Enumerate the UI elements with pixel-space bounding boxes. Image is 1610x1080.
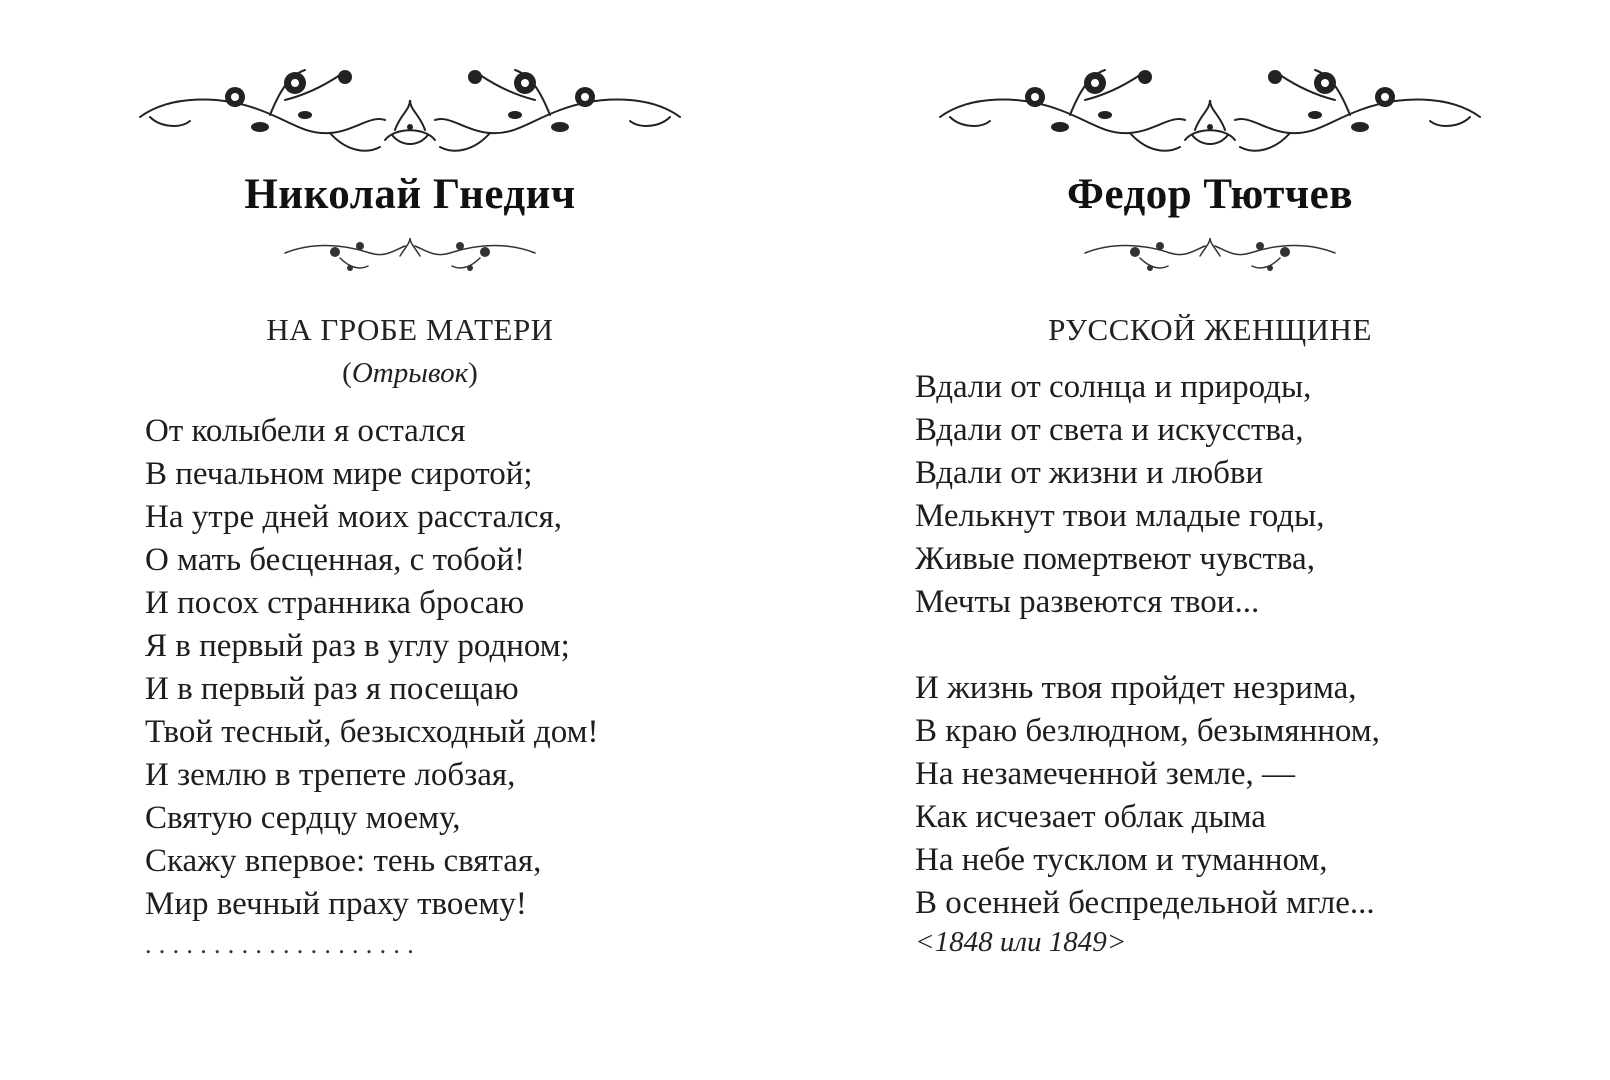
poem-line: Вдали от жизни и любви [915, 455, 1264, 491]
poem-line: На незамеченной земле, — [915, 756, 1295, 792]
poem-title: РУССКОЙ ЖЕНЩИНЕ [1048, 312, 1372, 347]
poem-subtitle-text: Отрывок [351, 357, 469, 389]
small-floral-divider-icon [1080, 228, 1340, 278]
poem-line: Мелькнут твои младые годы, [915, 498, 1325, 534]
poem-lines [915, 366, 1380, 925]
poem-line: На небе тусклом и туманном, [915, 842, 1328, 878]
poem-line: Скажу впервое: тень святая, [145, 843, 542, 879]
poem-lines [145, 410, 599, 926]
poem-subtitle: (Отрывок) [342, 357, 478, 389]
poem-line: И жизнь твоя пройдет незрима, [915, 670, 1357, 706]
poem-line: В краю безлюдном, безымянном, [915, 713, 1380, 749]
poem-line: Я в первый раз в углу родном; [145, 628, 570, 664]
poem-line: В печальном мире сиротой; [145, 456, 533, 492]
poem-line: Вдали от солнца и природы, [915, 369, 1312, 405]
poem-line: Мечты развеются твои... [915, 584, 1260, 620]
poem-line: И в первый раз я посещаю [145, 671, 519, 707]
poem-line: Святую сердцу моему, [145, 800, 461, 836]
poem-line: Мир вечный праху твоему! [145, 886, 527, 922]
poem-line: О мать бесценная, с тобой! [145, 542, 525, 578]
left-page [130, 0, 690, 1080]
right-page [915, 0, 1490, 1080]
poem-line: Вдали от света и искусства, [915, 412, 1304, 448]
stanza-break [915, 624, 1380, 667]
small-floral-divider-icon [280, 228, 540, 278]
poem-line: От колыбели я остался [145, 413, 466, 449]
author-name: Николай Гнедич [244, 171, 576, 218]
poem-line: И посох странника бросаю [145, 585, 525, 621]
poem-date: <1848 или 1849> [915, 926, 1127, 958]
floral-vignette-icon [930, 55, 1490, 175]
poem-line: На утре дней моих расстался, [145, 499, 562, 535]
poem-title: НА ГРОБЕ МАТЕРИ [266, 312, 554, 347]
poem-line: Твой тесный, безысходный дом! [145, 714, 599, 750]
poem-line: И землю в трепете лобзая, [145, 757, 516, 793]
poem-line: Живые помертвеют чувства, [915, 541, 1315, 577]
poem-line: В осенней беспредельной мгле... [915, 885, 1375, 921]
poem-line: Как исчезает облак дыма [915, 799, 1266, 835]
author-name: Федор Тютчев [1067, 171, 1353, 218]
omission-dots: .................... [145, 930, 421, 959]
floral-vignette-icon [130, 55, 690, 175]
